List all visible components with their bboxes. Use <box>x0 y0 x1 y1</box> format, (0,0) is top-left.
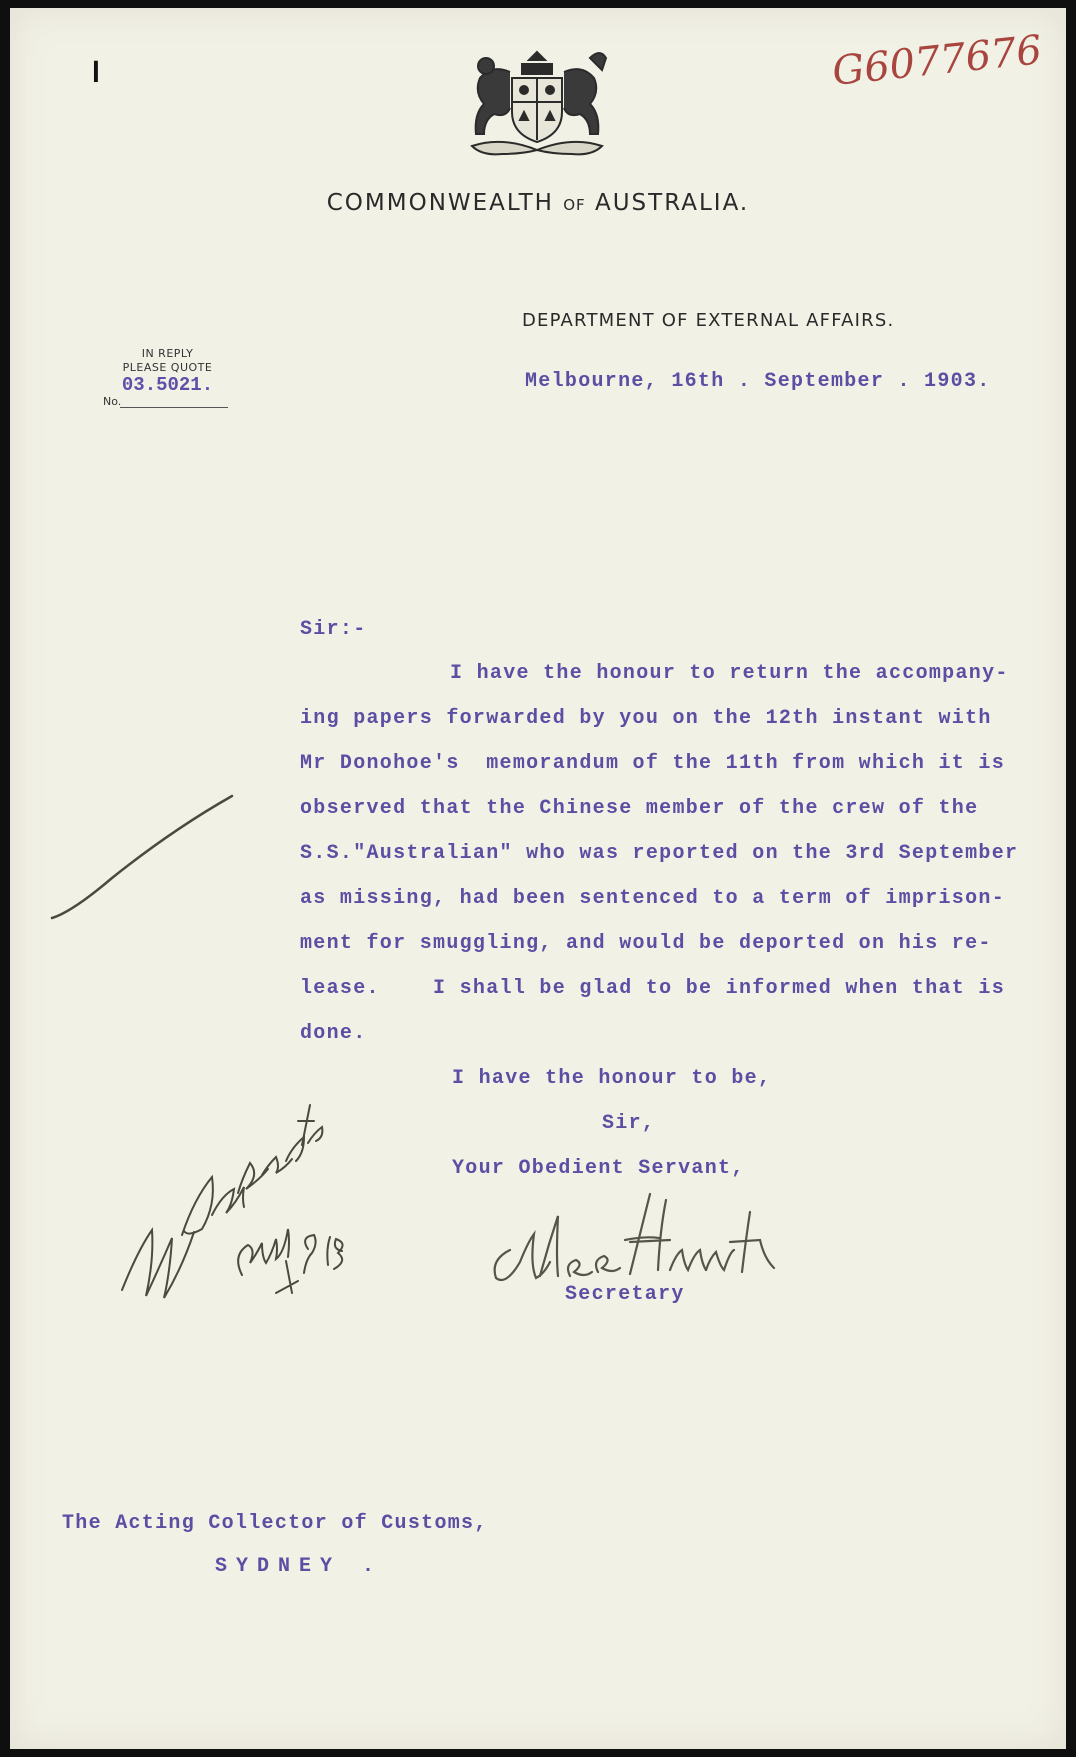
body-line: lease. I shall be glad to be informed when that is <box>300 977 1006 1000</box>
body-line: observed that the Chinese member of the crew of the <box>300 797 979 820</box>
salutation: Sir:- <box>300 618 367 641</box>
body-line: I have the honour to return the accompany- <box>450 662 1009 685</box>
reply-reference-box <box>100 347 235 408</box>
signature-atlee-hunt <box>480 1180 810 1290</box>
pencil-tick-mark <box>46 794 236 924</box>
body-line: as missing, had been sentenced to a term of imprison- <box>300 887 1006 910</box>
letterhead-of: OF <box>563 196 586 214</box>
body-line: S.S."Australian" who was reported on the 3rd September <box>300 842 1019 865</box>
closing-sir: Sir, <box>602 1112 656 1135</box>
closing-servant: Your Obedient Servant, <box>452 1157 745 1180</box>
body-line: ment for smuggling, and would be deported on his re- <box>300 932 992 955</box>
addressee-title: The Acting Collector of Customs, <box>62 1512 488 1535</box>
body-line: ing papers forwarded by you on the 12th instant with <box>300 707 992 730</box>
dateline: Melbourne, 16th . September . 1903. <box>525 370 991 393</box>
addressee-city: SYDNEY . <box>215 1555 384 1578</box>
letterhead-commonwealth: COMMONWEALTH <box>326 190 554 216</box>
show-through-watermark <box>270 240 870 350</box>
closing-line: I have the honour to be, <box>452 1067 772 1090</box>
body-line: done. <box>300 1022 367 1045</box>
coat-of-arms-icon <box>452 42 622 162</box>
archive-reference-number: G6077676 <box>830 27 1044 95</box>
reply-no-label: No. <box>103 395 122 408</box>
handwritten-annotation <box>112 1065 372 1345</box>
body-line: Mr Donohoe's memorandum of the 11th from which it is <box>300 752 1006 775</box>
department-name: DEPARTMENT OF EXTERNAL AFFAIRS. <box>522 310 895 331</box>
signatory-title: Secretary <box>565 1283 685 1306</box>
letterhead-title <box>0 190 1076 216</box>
reply-underline <box>120 407 228 408</box>
punch-mark: ❙ <box>88 57 104 87</box>
reply-number: 03.5021. <box>121 374 214 396</box>
letterhead-australia: AUSTRALIA. <box>594 190 750 216</box>
reply-label-line2: PLEASE QUOTE <box>122 361 213 374</box>
reply-label-line1: IN REPLY <box>141 347 194 360</box>
